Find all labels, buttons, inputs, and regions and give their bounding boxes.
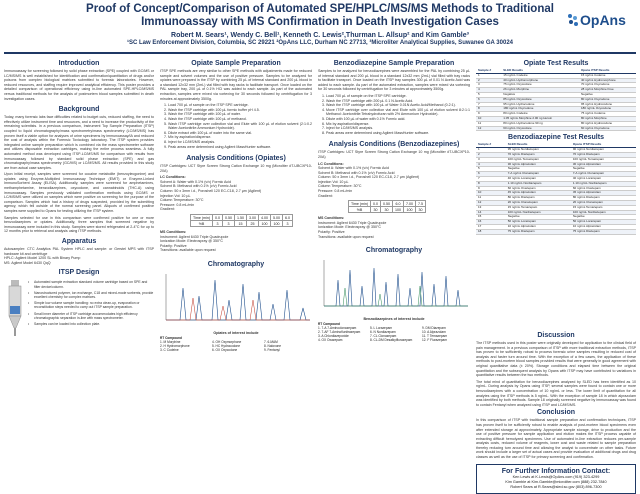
compound-item: 8. CL-DM Desalkylflurazepam [370, 337, 413, 342]
table-cell: 12 [476, 200, 506, 205]
grad-label: %B [191, 221, 213, 227]
table-cell: 100 ng/mL Nordiazepam [506, 210, 571, 215]
background-heading: Background [58, 106, 100, 114]
opiate-ms-line: Instrument: Agilent 6430 Triple Quadrupole [160, 234, 229, 239]
table-cell: 75 ng/mL Codeine [579, 112, 636, 117]
compound-item: 3. A Chlordiazepoxide [318, 333, 349, 338]
table-cell: 9 [476, 186, 506, 191]
table-cell: 95 ng/mL Nordiazepam [506, 148, 571, 153]
poster-header [0, 0, 640, 52]
column-1 [4, 58, 154, 340]
compound-item: 7. 6-MAM [264, 339, 278, 344]
table-cell: 12 [476, 126, 501, 131]
apparatus-ms: MS: Agilent Model 6430 QqQ [4, 260, 51, 265]
benzo-lc-line: Solvent A: Water with 0.1% (v/v) Formic Acid [318, 166, 389, 171]
benzo-ms-line: Ionization Mode: Electrospray @ 350°C [318, 225, 382, 230]
benzo-compound-list [318, 326, 470, 342]
grad-cell: 3 [213, 221, 223, 227]
table-cell: 1.05 ng/mL Morphine 2.00 ng Heroin [501, 116, 579, 121]
benzo-chrom-heading: Chromatography [365, 247, 423, 255]
table-cell: 100 ng/mL Nordiazepam [571, 210, 636, 215]
itsp-design-heading: ITSP Design [58, 269, 100, 277]
table-cell: 11 [476, 121, 501, 126]
table-cell: 3 [476, 157, 506, 162]
benzo-lc-line: Solvent B: Methanol with 0.1% (v/v) Formic Acid [318, 170, 395, 175]
conclusion-text: In this comparison of ITSP with traditional sample preparation and confirmation techniques, ITSP has proven itself to be sufficiently robust to enable analysis of post-mortem blood specimens even after extended storage at approximately. Appropriate sample storage, drive to production and the use of positive pressure for sample application and elution makes the ITSP process capable of extracting difficult hemolyzed specimens. Use of automated in-line extraction reduces per-sample analysis costs, reduced volume of reagents, lower cost and waste related to sample preparation thereby reducing turn around time and allowing the analyst to concentrate on other tasks. Future work should include a larger set of actual cases and provide evaluation of additional drugs and drug classes as well as the use of ITSP for primary screening and confirmation. [476, 418, 636, 460]
benzo-lc-heading: LC Conditions: [318, 161, 344, 166]
benzo-prep-text: Samples to be analyzed for benzodiazepines were assembled for the PAL by combining 25 µL of internal standard and 200 µL blood in a standard 12x32 mm (2mL) vial filled with tray racks to facilitate transport. Once loaded on the ITSP tray samples 300 µL of 0.01 N Acetic Acid was added to each sample. As part of the automated extraction, samples were mixed via vortexing for 30 seconds followed by centrifugation for 3 minutes at approximately 3500g. [318, 69, 470, 92]
table-cell: 50 ng/mL Lorazepam [571, 220, 636, 225]
grad-cell: 100 [404, 207, 416, 213]
table-cell: 45 ng/mL Alprazolam [571, 191, 636, 196]
table-cell: 100 ng/mL Temazepam [571, 157, 636, 162]
opiate-conditions-heading: Analysis Conditions (Opiates) [186, 155, 286, 163]
table-cell: 17 [476, 224, 506, 229]
table-row [476, 126, 636, 131]
table-cell: 28 ng/mL Morphine Free [579, 88, 636, 93]
table-cell: 30 ng/mL Alprazolam [571, 162, 636, 167]
grad-cell: 30 [381, 207, 393, 213]
opiate-prep-heading: Opiate Sample Preparation [191, 60, 281, 67]
table-cell: Negative [579, 92, 636, 97]
table-cell: 8 [476, 107, 501, 112]
table-cell: 15 ng/mL Codeine [501, 73, 579, 78]
table-cell: 95 ng/mL Hydrocodone [579, 102, 636, 107]
contact-box [476, 464, 636, 494]
benzo-ms-line: Instrument: Agilent 6430 Triple Quadrupole [318, 220, 387, 225]
compound-item: 6. N Nordiazepam [370, 329, 396, 334]
grad-cell: 1.50 [235, 215, 247, 221]
column-3 [318, 58, 470, 342]
benzo-lc-line: Column Temperature: 30°C [318, 184, 362, 189]
itsp-bullet-4: • Small inner diameter of ITSP cartridge accommodates high efficiency chromatographic separation in-line with mass spectrometer. [26, 312, 154, 320]
poster-title: Proof of Concept/Comparison of Automated SPE/HPLC/MS/MS Methods to Traditional Immunoassay with MS Confirmation in Death Investigation Cases [86, 3, 554, 28]
table-row [476, 229, 636, 234]
table-cell: 4 [476, 162, 506, 167]
compound-item: 4. OX Oxazepam [318, 337, 343, 342]
benzo-results-heading: Benzodiazepine Test Results [508, 134, 604, 142]
benzo-lc-line: Column: 50 x 3mm i.d., Poroshell 120 EC-C18, 2.7 µm (Agilent) [318, 175, 420, 180]
discussion-text [476, 341, 636, 407]
compound-item: 12. F Flurazepam [422, 337, 447, 342]
grad-cell: 3.00 [247, 215, 259, 221]
opiate-step: 1. Load 700 µL of sample on the ITSP SPE cartridge. [168, 103, 312, 108]
grad-cell: 25 [247, 221, 259, 227]
table-cell: 15 ng/mL Temazepam [571, 205, 636, 210]
contact-line: Robert Sears at R.Sears@sled.sc.gov (803) 896-7300 [510, 484, 602, 489]
table-cell: 1.10 ng/mL Nordiazepam [506, 181, 571, 186]
table-cell: 80 ng/mL Codeine [501, 112, 579, 117]
table-cell: 40 ng/mL Hydromorphone [501, 78, 579, 83]
table-cell: 40 ng/mL Lorazepam [571, 176, 636, 181]
table-cell: 9 [476, 112, 501, 117]
compound-item: 9. Fentanyl [264, 347, 280, 352]
opiate-chrom-title: Opiates of interest include [213, 331, 259, 335]
table-cell: 26 ng/mL Morphine [501, 88, 579, 93]
table-cell: 10 ng/mL Alprazolam [506, 224, 571, 229]
table-cell: 10 [476, 116, 501, 121]
table-cell: 1 [476, 73, 501, 78]
opiate-lc-line: Injection Vol: 10 µL [160, 193, 191, 198]
table-cell: 60 ng/mL Oxazepam [571, 186, 636, 191]
compound-item: 8. Naloxone [264, 343, 282, 348]
apparatus-heading: Apparatus [61, 238, 97, 245]
opiate-results-table [476, 69, 636, 131]
table-header: SLED Results [501, 69, 579, 73]
contact-line: Ken Lewis at K.Lewis@OpAns.com (919) 323-4299 [512, 474, 600, 479]
intro-text: Immunoassay for screening followed by solid phase extraction (SPE) coupled with GC/MS or LC/MS/MS is well established for identification and confirmation/quantitation of drugs and/or poisons from complex biological matrices submitted to forensic laboratories. However, reduced resources, and staffing require improved analytical efficiency. This poster provides a detailed comparison of operational efficiency using in-line automated SPE-HPLC/MS/MS versus traditional methods for the analysis of postmortem blood samples submitted in death investigation cases. [4, 69, 154, 101]
table-cell: 2 [476, 78, 501, 83]
benzo-ms-line: Polarity: Positive [318, 230, 345, 235]
benzo-ms-heading: MS Conditions: [318, 216, 345, 221]
table-header: SLED Results [506, 143, 571, 147]
table-cell: 2 [476, 152, 506, 157]
compound-item: 1. M Morphine [160, 339, 181, 344]
grad-label: Time (min) [349, 201, 371, 207]
opiate-step: 9. Peak areas were determined using Agilent MassHunter software. [168, 145, 312, 150]
discussion-p1: The ITSP methods used in this poster were originally developed for application to the clinical field of pain management. In a previous comparison of ITSP with more traditional extraction methods, ITSP has proven to be sufficiently robust to process forensic urine samples resulting in reduced cost of analysis and faster turn around time. With the exception of a few cases, the application of these methods to post-mortem blood samples provided results that were generally in good agreement with original quantitative data (± 20%). Storage conditions and elapsed time between the original quantitation and the subsequent analysis by Opans with ITSP may have contributed to variations in quantitative results between the two methods. [476, 341, 636, 378]
grad-cell: 7.5 [416, 201, 426, 207]
opiate-step: 6. Dilute extract with 100 µL of water into the same vial. [168, 131, 312, 136]
grad-label: %B [349, 207, 371, 213]
logo-text: OpAns [580, 12, 626, 28]
discussion-heading: Discussion [537, 332, 575, 339]
benzo-chrom-title: Benzodiazepines of interest include [363, 317, 425, 322]
grad-cell: 100 [271, 221, 283, 227]
table-cell: 80 ng/mL Diazepam [571, 196, 636, 201]
contact-heading: For Further Information Contact: [501, 467, 611, 475]
benzo-lc-line: Gradient: [318, 193, 333, 198]
table-cell: 70 ng/mL Diazepam [506, 152, 571, 157]
opiate-lc-line: Column: 50 x 3mm i.d., Poroshell 120 EC-C18, 2.7 µm (Agilent) [160, 189, 262, 194]
benzo-compound-header: RT Compound [318, 321, 340, 326]
table-cell: 70 ng/mL Oxycodone [579, 83, 636, 88]
grad-cell: 4.00 [259, 215, 271, 221]
table-cell: 75 ng/mL Diazepam [571, 229, 636, 234]
opiate-step: 7. Mix by aspiration/dispense. [168, 135, 312, 140]
table-cell: 3 [476, 83, 501, 88]
benzo-gradient-table [348, 200, 426, 213]
table-cell: 80 ng/mL Hydrocodone [579, 121, 636, 126]
itsp-bullet-3: • Simple low volume sample handling: no extra clean-up, evaporation or reconstitution steps needed to carry out ITSP sample preparation. [26, 301, 154, 309]
grad-cell: 3 [223, 221, 235, 227]
table-cell: 80 ng/mL Oxycodone [579, 97, 636, 102]
opiate-chrom-heading: Chromatography [207, 261, 265, 268]
opiate-ms-line: Polarity: Positive [160, 243, 187, 248]
table-cell: 50 ng/mL Lorazepam [506, 220, 571, 225]
itsp-bullets [26, 278, 154, 340]
table-cell: 70 ng/mL Diazepam [571, 152, 636, 157]
table-cell: 40 ng/mL Hydromorphone [579, 78, 636, 83]
discussion-p2: The total mind of quantitation for benzodiazepines analyzed by SLED has been identified as 10 ng/mL. During analysis by Opans using ITSP, several samples were found to contain one or more benzodiazepines with a concentration of 10 ng/mL or less. The lower limit of quantitation for all analytes using the ITSP methods is 5 ng/mL. With the exception of sample 18 in which alprazolam was identified by both methods. Sample 18 originally screened negative by immunoassay was found to contain Fentanyl when analyzed using ITSP and LC/MS/MS. [476, 379, 636, 407]
table-header: Sample # [476, 143, 506, 147]
poster-authors: Robert M. Sears¹, Wendy C. Bell¹, Kenneth C. Lewis²,Thurman L. Allsup² and Kim Gamble³ [171, 32, 469, 39]
benzo-step: 3. Wash the ITSP cartridge with 100 µL of Water 0.01N Acetic Acid/Methanol (0.2:1). [326, 103, 470, 108]
benzo-step: 1. Load 700 µL of sample on the ITSP SPE cartridge. [326, 94, 470, 99]
compound-item: 6. OX Oxycodone [212, 347, 238, 352]
grad-cell: 15 [235, 221, 247, 227]
apparatus-hplc: HPLC: Agilent Model 1200 SL with Binary Pump [4, 256, 81, 261]
opiate-lc-line: Solvent B: Methanol with 0.1% (v/v) Formic Acid [160, 184, 237, 189]
opiate-ms-line: Ionization Mode: Electrospray @ 350°C [160, 239, 224, 244]
opiate-lc-line: Solvent A: Water with 0.1% (v/v) Formic Acid [160, 179, 231, 184]
opiate-compound-header: RT Compound [160, 335, 182, 340]
table-cell: 10 ng/mL Alprazolam [571, 224, 636, 229]
table-cell: 10 [476, 191, 506, 196]
opiate-results-heading: Opiate Test Results [523, 60, 589, 67]
opiate-lc-line: Gradient: [160, 207, 175, 212]
itsp-bullet-5: • Samples can be loaded into collection plate. [26, 322, 154, 326]
table-cell: 13 [476, 205, 506, 210]
itsp-bullet-1: • Automated sample extraction standard volume cartridge based on SPE and filter device/column. [26, 280, 154, 288]
table-cell: 90 ng/mL Nordiazepam [571, 148, 636, 153]
grad-cell: 5.00 [271, 215, 283, 221]
table-cell: Negative [501, 92, 579, 97]
opiate-lc-line: Column Temperature: 30°C [160, 198, 204, 203]
benzo-step: 6. Mix by aspiration/dispense. [326, 122, 470, 127]
benzo-results-table [476, 143, 636, 234]
opiate-step: 5. Wash ITSP cartridge over collection vial and Elute with 100 µL of elution solvent (2:1:0.2 Water:Acetonitrile:Ammonium Hydroxide). [168, 122, 312, 131]
benzo-step: 8. Peak areas were determined using Agilent MassHunter software. [326, 131, 470, 136]
apparatus-text: Autosampler: CTC Analytics PAL System HPLC and sample: or Gerstel MPS with ITSP hardware kit and centrifuge [4, 247, 154, 256]
table-cell: Negative [571, 167, 636, 172]
compound-item: 9. DM Diazepam [422, 325, 446, 330]
table-header: Opans ITSP Results [571, 143, 636, 147]
table-cell: 80 ng/mL Diazepam [506, 196, 571, 201]
background-p1: Today, many forensic labs face difficulties related to budget cuts, reduced staffing, the need to effectively utilize instrument time and resources, and a need to increase the productivity of the remaining scientists. In a previous comparison, Instrument Top Sample Preparation (ITSP) coupled to liquid chromatography/mass spectrometry/mass spectrometry (LC/MS/MS) has proven itself a viable option for analyses of urine specimens by immunoassay/IA and reduced the cost of analysis within the Forensic Toxicology laboratory. The ITSP system provides integrated online sample preparation which is combined via the mass spectrometer software and utilizes disposable extraction cartridges, making the entire process seamless. A fully automated method was developed using ITSP-LC/MS/MS for comparison with results from immunoassay followed by standard solid phase extraction (SPE) and gas chromatography/mass spectrometry (GC/MS) or LC/MS/MS. All results provided in this study are from actual case samples. [4, 115, 154, 170]
grad-cell: 0.50 [381, 201, 393, 207]
table-cell: 7-A ng/mL Clonazepam [571, 172, 636, 177]
opiate-compound-list [160, 340, 312, 352]
benzo-step: 7. Inject for LC/MS/MS analysis. [326, 126, 470, 131]
contact-line: Kim Gamble at Kim.Gamble@microliter.com (888) 232-7840 [505, 479, 607, 484]
compound-item: 5. HC Hydrocodone [212, 343, 240, 348]
background-p2: Upon initial receipt, samples were screened for cocaine metabolite (benzoylecgonine) and opiates using Enzyme-Multiplied Immunoassay Technique (EMIT) or Enzyme-Linked ImmunoSorbent Assay (ELISA). Additionally, samples were screened for amphetamines, methamphetamine, benzodiazepines, oxycodone, and cannabinoids (THC-A) using immunoassay. Samples previously validated confirmation methods using GC/MS or LC/MS/MS were utilized on samples which were positive on screening for the purpose of the comparison. Samples which had a history of drugs suspected, provided by the submitting agency, which fell outside of the normal screening panel. Aliquots of confirmed positive samples were supplied to Opans for testing utilizing the ITSP system. [4, 172, 154, 214]
table-cell: 15 ng/mL Codeine [579, 73, 636, 78]
grad-cell: 0.50 [223, 215, 235, 221]
benzo-prep-steps [318, 94, 470, 135]
table-cell: 60 ng/mL Oxycodone [579, 126, 636, 131]
compound-item: 3. C Codeine [160, 347, 179, 352]
grad-label: Time (min) [191, 215, 213, 221]
grad-cell: 0.0 [371, 201, 381, 207]
table-cell: Negative [506, 215, 571, 220]
table-cell: 5 [476, 92, 501, 97]
intro-heading: Introduction [58, 60, 100, 67]
table-header: Sample # [476, 69, 501, 73]
benzo-chromatogram [318, 256, 470, 312]
benzo-step: 5. Dilute with 100 µL of water with 0.1% Formic acid. [326, 117, 470, 122]
opiate-ms-line: Transitions: available upon request [160, 248, 216, 253]
itsp-bullet-2: • Nanostructured polymer, ion exchange, C18 and mixed-mode sorbents, provide excellent chemistry for complex matrices. [26, 291, 154, 299]
opans-logo [568, 8, 632, 34]
benzo-ms-line: Transitions: available upon request [318, 234, 374, 239]
benzo-step: 4. Move ITSP cartridge over collection vial and Elute with 100 µL of elution solvent 8:2:1:1 Methanol: Acetonitrile:Tetrahydrofuran with 2% Ammonium Hydroxide). [326, 108, 470, 117]
table-cell: 85 ng/mL Oxycodone [501, 97, 579, 102]
discussion-block [476, 330, 636, 494]
opiate-ms-heading: MS Conditions: [160, 230, 187, 235]
table-cell: 20 ng/mL Clonazepam [506, 200, 571, 205]
benzo-conditions-heading: Analysis Conditions (Benzodiazepines) [328, 141, 460, 149]
opiate-gradient-table [190, 214, 293, 227]
table-cell: 14 [476, 210, 506, 215]
grad-cell: 0.0 [213, 215, 223, 221]
table-header: Opans ITSP Results [579, 69, 636, 73]
compound-item: 4. OH Oxymorphone [212, 339, 242, 344]
compound-item: 2. 7-AF 7-Aminoflunitrazepam [318, 329, 361, 334]
benzo-prep-heading: Benzodiazepine Sample Preparation [333, 60, 455, 67]
grad-cell: 7.00 [404, 201, 416, 207]
table-cell: 16 [476, 220, 506, 225]
benzo-lc-line: Injection Vol: 10 µL [318, 179, 349, 184]
table-cell: 180 ng/mL Oxycodone [501, 107, 579, 112]
table-cell: Negative [506, 167, 571, 172]
table-cell: 7 [476, 176, 506, 181]
compound-item: 1. 7-A 7-Aminoclonazepam [318, 325, 357, 330]
table-cell: 6 [476, 97, 501, 102]
background-text [4, 115, 154, 234]
opiate-chromatogram [160, 270, 312, 326]
table-cell: 15 [476, 215, 506, 220]
opiate-prep-text: ITSP SPE methods are very similar to other SPE methods with adjustments made for reduced sample and solvent volumes and the use of positive pressure. Samples to be analyzed for opiates were prepared in the ITSP by combining 25 µL of internal standard and 200 µL blood in a standard 12x32 mm (2mL) vial filled with tray racks to facilitate transport. Once loaded on the PAL sample tray, 200 µL of 0.1% HCl was added to each sample. As part of the automated extraction, samples were mixed via vortexing for 30 seconds followed by centrifugation for 3 minutes at approximately 3500g. [160, 69, 312, 101]
table-cell: 4 [476, 88, 501, 93]
table-cell: 75 ng/mL Diazepam [506, 229, 571, 234]
table-cell: 60 ng/mL Oxycodone [501, 126, 579, 131]
column-4 [476, 58, 636, 235]
column-2 [160, 58, 312, 352]
opiate-step: 4. Wash the ITSP cartridge with 100 µL of methanol. [168, 117, 312, 122]
background-p3: Samples selected for use in this comparison were confirmed positive for one or more benzodiazepines or opiates. Additionally, three samples that screened negative by immunoassay were included in this study. Samples were stored refrigerated at 2-4°C for up to 12 months prior to retrieval and analysis using ITSP methods. [4, 215, 154, 234]
table-cell: 75 ng/mL Oxycodone [501, 83, 579, 88]
grad-cell: 30 [416, 207, 426, 213]
benzo-step: 2. Wash the ITSP cartridge with 200 µL 0.1 N Acetic Acid. [326, 99, 470, 104]
grad-cell: 6.0 [393, 201, 404, 207]
compound-item: 2. H Hydromorphone [160, 343, 190, 348]
table-cell: 7 [476, 102, 501, 107]
opiate-prep-steps [160, 103, 312, 149]
table-cell: 60 ng/mL Oxazepam [506, 186, 571, 191]
table-cell: 80 ng/mL Hydrocodone 90 ng [501, 121, 579, 126]
itsp-design-block [4, 278, 154, 340]
opiate-step: 8. Inject for LC/MS/MS analysis. [168, 140, 312, 145]
opiate-cartridge: ITSP Cartridges: UCT Styre Screen Strong Cation Exchange 10 mg (Microliter #T-UBCXP10-20A) [160, 164, 312, 173]
compound-item: 10. A Alprazolam [422, 329, 446, 334]
opiate-lc-line: Pressure: 0.8 mL/min [160, 202, 195, 207]
table-cell: 80 ng/mL Morphine [579, 116, 636, 121]
table-cell: 1.10 ng/mL Nordiazepam [571, 181, 636, 186]
table-cell: 1 [476, 148, 506, 153]
grad-cell: 6.0 [283, 215, 293, 221]
header-divider [4, 52, 636, 54]
table-cell: 95 ng/mL Hydrocodone [501, 102, 579, 107]
opiate-step: 2. Wash the ITSP cartridge with 100 µL formic buffer pH 4.5. [168, 108, 312, 113]
opiate-lc-heading: LC Conditions: [160, 175, 186, 180]
table-cell: Negative [571, 215, 636, 220]
table-cell: 30 ng/mL Alprazolam [506, 162, 571, 167]
table-cell: 18 [476, 229, 506, 234]
poster-affiliations: ¹SC Law Enforcement Division, Columbia, SC 29221 ²OpAns LLC, Durham NC 27713, ³Microliter Analytical Supplies, Suwanee GA 30024 [127, 40, 513, 46]
grad-cell: 3 [283, 221, 293, 227]
table-cell: 180 ng/mL Oxycodone [579, 107, 636, 112]
table-cell: 20 ng/mL Clonazepam [571, 200, 636, 205]
table-cell: 40 ng/mL Lorazepam [506, 176, 571, 181]
table-cell: 6 [476, 172, 506, 177]
table-cell: 100 ng/mL Temazepam [506, 157, 571, 162]
benzo-cartridge: ITSP Cartridges: UCT Styre Screen Strong Cation Exchange 10 mg (Microliter #T-UBCXP10-20A) [318, 150, 470, 159]
table-cell: 11 [476, 196, 506, 201]
compound-item: 5. L Lorazepam [370, 325, 393, 330]
grad-cell: 100 [259, 221, 271, 227]
table-cell: 5 [476, 167, 506, 172]
opiate-step: 3. Wash the ITSP cartridge with 100 µL of water. [168, 112, 312, 117]
table-cell: 8 [476, 181, 506, 186]
table-cell: 45 ng/mL Alprazolam [506, 191, 571, 196]
table-cell: 7-A ng/mL Clonazepam [506, 172, 571, 177]
logo-dots-icon [568, 14, 580, 28]
grad-cell: 100 [393, 207, 404, 213]
grad-cell: 30 [371, 207, 381, 213]
benzo-lc-line: Pressure: 0.8 mL/min [318, 189, 353, 194]
table-cell: 15 ng/mL Temazepam [506, 205, 571, 210]
compound-item: 7. CL Clonazepam [370, 333, 397, 338]
compound-item: 11. T Temazepam [422, 333, 448, 338]
conclusion-heading: Conclusion [536, 409, 576, 417]
itsp-cartridge-icon [4, 278, 26, 340]
